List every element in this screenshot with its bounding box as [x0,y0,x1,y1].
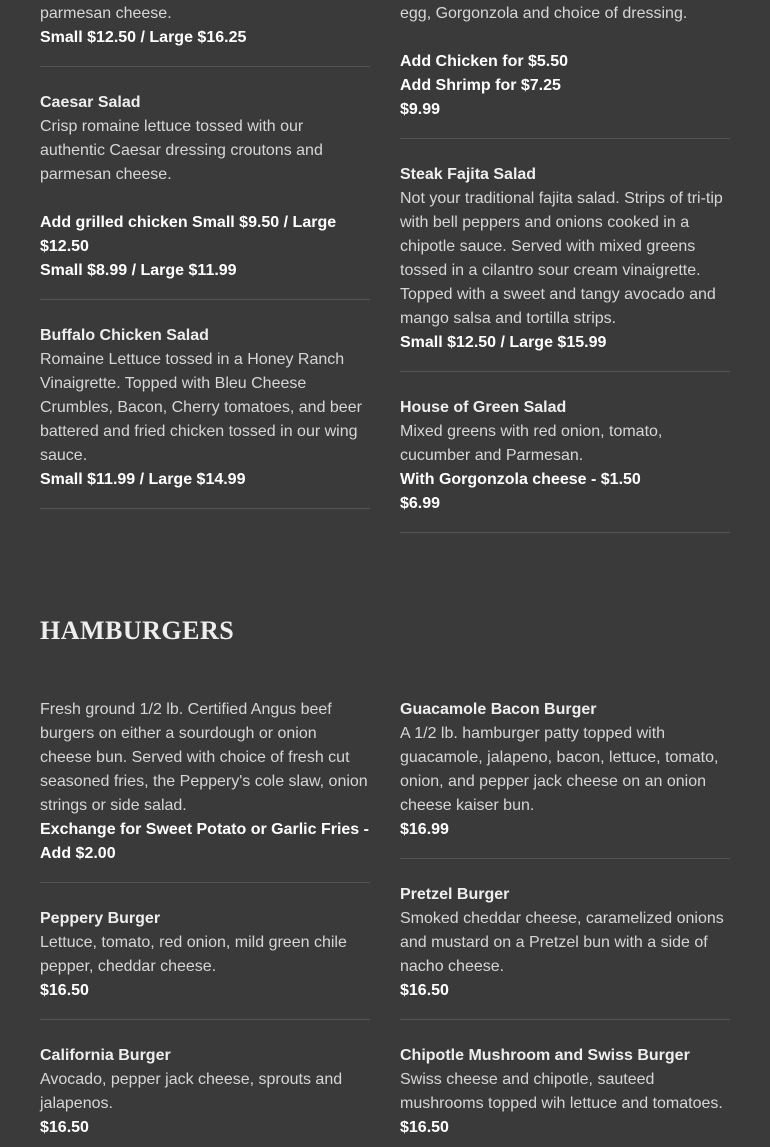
item-description: A 1/2 lb. hamburger patty topped with guacamole, jalapeno, bacon, lettuce, tomato, onion, and pepper jack cheese on an onion cheese kaiser bun. [400,725,719,814]
menu-item-caesar-salad [40,91,370,300]
menu-item-guacamole-bacon-burger [400,698,730,859]
item-addon: Add grilled chicken Small $9.50 / Large $12.50 [40,214,337,255]
menu-item-buffalo-chicken-salad [40,324,370,509]
item-description: Romaine Lettuce tossed in a Honey Ranch Vinaigrette. Topped with Bleu Cheese Crumbles, Bacon, Cherry tomatoes, and beer battered and fried chicken tossed in our wing sauce. [40,351,362,464]
item-title: Buffalo Chicken Salad [40,327,209,344]
item-price: Small $12.50 / Large $16.25 [40,29,247,46]
item-title: Pretzel Burger [400,886,510,903]
menu-item-cobb-continued [40,2,370,67]
hamburgers-intro [40,698,370,883]
item-description: Swiss cheese and chipotle, sauteed mushrooms topped wih lettuce and tomatoes. [400,1071,723,1112]
item-title: Guacamole Bacon Burger [400,701,597,718]
menu-item-california-burger [40,1044,370,1144]
item-title: Chipotle Mushroom and Swiss Burger [400,1047,690,1064]
item-price: $16.99 [400,821,449,838]
item-title: Caesar Salad [40,94,141,111]
item-price: Small $11.99 / Large $14.99 [40,471,246,488]
item-description: Avocado, pepper jack cheese, sprouts and jalapenos. [40,1071,343,1112]
item-description: Lettuce, tomato, red onion, mild green chile pepper, cheddar cheese. [40,934,347,975]
menu-item-pretzel-burger [400,883,730,1020]
item-title: Steak Fajita Salad [400,166,537,183]
item-price: $16.50 [40,1119,89,1136]
item-description: egg, Gorgonzola and choice of dressing. [400,5,688,22]
menu-item-steak-fajita-salad [400,163,730,372]
item-price: $16.50 [400,982,449,999]
item-addon: Exchange for Sweet Potato or Garlic Fries - Add $2.00 [40,821,369,862]
item-description: Smoked cheddar cheese, caramelized onions and mustard on a Pretzel bun with a side of nacho cheese. [400,910,724,975]
item-price: $16.50 [40,982,89,999]
spacer [40,187,370,211]
menu-item-house-green-salad [400,396,730,533]
spacer [400,26,730,50]
item-price: $9.99 [400,101,441,118]
item-title: California Burger [40,1047,171,1064]
item-addon: Add Shrimp for $7.25 [400,77,561,94]
item-addon: Add Chicken for $5.50 [400,53,569,70]
menu-item-chipotle-mushroom-swiss-burger [400,1044,730,1144]
item-price: $16.50 [400,1119,449,1136]
section-title-hamburgers: HAMBURGERS [40,616,235,645]
item-title: Peppery Burger [40,910,161,927]
item-description: Crisp romaine lettuce tossed with our authentic Caesar dressing croutons and parmesan cheese. [40,118,323,183]
item-price: Small $8.99 / Large $11.99 [40,262,237,279]
item-title: House of Green Salad [400,399,567,416]
item-description: Fresh ground 1/2 lb. Certified Angus beef burgers on either a sourdough or onion cheese bun. Served with choice of fresh cut seasoned fries, the Peppery's cole slaw, onion strings or side salad. [40,701,368,814]
item-price: Small $12.50 / Large $15.99 [400,334,607,351]
item-description: Not your traditional fajita salad. Strips of tri-tip with bell peppers and onions cooked in a chipotle sauce. Served with mixed greens tossed in a cilantro sour cream vinaigrette. Topped with a sweet and tangy avocado and mango salsa and tortilla strips. [400,190,723,327]
item-description: Mixed greens with red onion, tomato, cucumber and Parmesan. [400,423,663,464]
menu-item-chef-salad-continued [400,2,730,139]
menu-item-peppery-burger [40,907,370,1020]
item-description: parmesan cheese. [40,5,172,22]
item-price: $6.99 [400,495,441,512]
item-addon: With Gorgonzola cheese - $1.50 [400,471,641,488]
